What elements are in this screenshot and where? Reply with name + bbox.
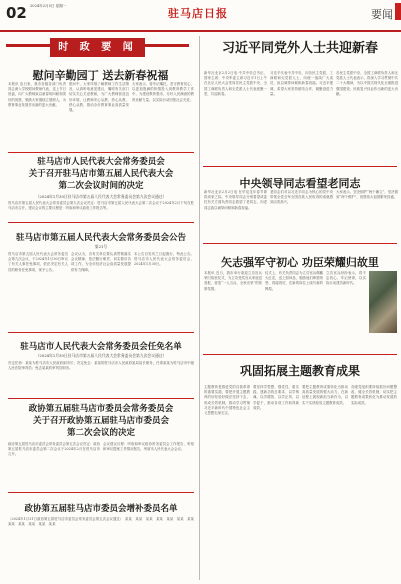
divider: [8, 492, 194, 493]
article-title: 矢志强军守初心 功臣荣耀归故里: [221, 256, 379, 269]
article-body: 驻马店市第五届人民代表大会常务委员会第九次会议，于2024年1月30日审议了有关人事任免事项，依法决定有关人员的职务任免事项，现予公告。: [8, 252, 68, 272]
article-body: 主题教育是推进党的自我革命的重要实践，要把开展主题教育的好经验好做法坚持下去，形成长效机制，推动学习贯彻习近平新时代中国特色社会主义思想走深走实。: [204, 385, 250, 416]
article-body: 会议认为，各有关单位要认真贯彻落实会议精神，依法履行职责，切实做好各项工作，为全市经济社会高质量发展提供有力保障。: [71, 252, 131, 272]
article-body: 本公告自发布之日起施行。特此公告。驻马店市人民代表大会常务委员会，2024年1月30日。: [134, 252, 194, 267]
article-body: 会议建议议程：听取和审议政协常务委员会工作报告，听取和审议提案工作情况报告，列席市人民代表大会会议。: [103, 442, 194, 452]
article-body: 本报讯 近日，我市举行欢迎立功官兵荣归故里仪式，为立功受奖官兵家庭送喜报，营造“一人当兵、全家光荣”的浓厚氛围。: [204, 271, 262, 291]
article-body: 政协第五届驻马店市委员会常务委员会第五次会议决定：政协第五届驻马店市委员会第二次会议于2024年2月在驻马店市召开。: [8, 442, 100, 457]
article-body: 要把主题教育成果转化为推动高质量发展的强大动力，在新征程上展现新担当新作为，以实干实绩检验主题教育成效。: [302, 385, 348, 405]
section-name: 要闻: [371, 8, 393, 21]
article-title: 习近平同党外人士共迎新春: [221, 41, 378, 56]
divider: [203, 243, 397, 244]
article-subtitle: 第21号: [94, 244, 108, 249]
article-body: 仪式上，有关负责同志为立功官兵佩戴大红花，送上慰问品，勉励他们珍惜荣誉、再接再厉，在新的岗位上续写新的辉煌。: [265, 271, 323, 291]
date-info: 2024年2月5日 星期一: [30, 4, 67, 8]
divider: [203, 354, 397, 355]
divider: [8, 222, 194, 223]
title-line: 政协第五届驻马店市委员会常务委员会: [28, 404, 174, 414]
article-title: 驻马店市人民代表大会常务委员会任免名单: [20, 342, 182, 352]
article-body: 决定任命：某某为驻马店市人民政府副市长；决定免去：某某的驻马店市人民政府某局局长职务。任命某某为驻马店市中级人民法院审判员；免去某某的审判员职务。: [8, 361, 194, 371]
article-body: 新华社北京2月2日电 中共中央总书记、国家主席、中央军委主席习近平1日上午在北京人民大会堂同各民主党派中央、全国工商联负责人和无党派人士代表欢聚一堂，共迎新春。: [204, 71, 267, 96]
article-subtitle: （2024年1月30日驻马店市第五届人民代表大会常务委员会第九次会议通过）: [35, 353, 167, 358]
article-body: 慰问中，大家详细了解教师工作生活情况，认真听取意见建议，嘱咐有关部门切实关心关爱教师，为广大教师营造良好环境，让教师安心从教、热心从教、舒心从教，推动全市教育事业高质量发展。: [69, 82, 129, 113]
divider: [203, 166, 397, 167]
article-body: 要坚持学思想、强党性、重实践、建新功的总要求，以学铸魂、以学增智、以学正风、以学促干，推动各项工作取得新成效。: [253, 385, 299, 410]
article-title: 中央领导同志看望老同志: [239, 177, 361, 190]
article-body: 本报讯 连日来，我市各级各部门负责同志深入学校慰问教师代表，送上节日祝福，向广大教师致以新春的问候和美好的祝愿，勉励大家继续立德树人，为教育事业发展作出新的更大贡献。: [8, 82, 66, 107]
article-title: [8, 156, 194, 192]
page-number: 02: [6, 4, 27, 22]
column-divider: [199, 36, 200, 580]
news-photo: [369, 271, 397, 333]
article-title: [8, 403, 194, 439]
title-line: 驻马店市人民代表大会常务委员会: [37, 157, 165, 167]
article-body: （2024年1月31日政协第五届驻马店市委员会常务委员会第五次会议通过） 某某 某某 某某 某某 某某 某某 某某 某某 某某 某某 某某 某某: [8, 517, 198, 527]
article-body: 各民主党派中央、全国工商联负责人和无党派人士代表表示，将深入学习贯彻中共二十大精神，为以中国式现代化全面推进强国建设、民族复兴伟业作出新的更大贡献。: [336, 71, 398, 96]
article-body: 大家表示，将牢记嘱托，坚守教育初心，以更加饱满的热情投入到教育教学工作中，为建设教育强市、办好人民满意的教育贡献力量，以实际行动回报社会关爱。: [132, 82, 194, 102]
title-line: 关于召开政协第五届驻马店市委员会: [32, 416, 169, 426]
divider: [8, 398, 194, 399]
banner-bar-right: [145, 44, 189, 47]
masthead-logo: 驻马店日报: [168, 7, 228, 20]
title-line: 第二次会议的决定: [66, 428, 135, 438]
article-title: 巩固拓展主题教育成果: [239, 364, 360, 378]
banner-bar-left: [6, 44, 50, 47]
title-line: 第二次会议时间的决定: [58, 181, 144, 191]
article-subtitle: （2024年1月30日驻马店市第五届人民代表大会常务委员会第九次会议通过）: [35, 194, 167, 199]
article-body: 老同志们对以习近平同志为核心的党中央带领全党全军全国各族人民取得的成就感到由衷高兴。: [270, 190, 333, 205]
article-body: 各级党组织要持续抓好问题整改，健全长效机制，切实把主题教育成果转化为推动发展的实际成效。: [351, 385, 397, 405]
article-title: 驻马店市第五届人民代表大会常务委员会公告: [15, 233, 186, 243]
article-body: 大家表示，坚决拥护“两个确立”、坚决做到“两个维护”，祝愿伟大祖国繁荣昌盛。: [336, 190, 398, 200]
article-title: 政协第五届驻马店市委员会增补委员名单: [24, 504, 178, 514]
divider: [8, 152, 194, 153]
page-header: [0, 0, 401, 32]
article-title: 慰问辛勤园丁 送去新春祝福: [32, 69, 169, 82]
article-body: 习近平代表中共中央，向各民主党派、工商联和无党派人士，向统一战线广大成员，致以诚挚问候和新春祝福。习近平强调，希望大家坚持团结合作，凝聚奋进力量。: [270, 71, 333, 96]
title-line: 关于召开驻马店市第五届人民代表大会: [28, 169, 174, 179]
section-banner: 时 政 要 闻: [50, 38, 145, 57]
article-body: 新华社北京2月2日电 在甲辰龙年春节即将到来之际，中央领导同志分别看望或委托有关方面负责同志看望了老同志，向老同志致以诚挚问候和新春祝福。: [204, 190, 267, 210]
article-body: 立功官兵纷纷表示，将不忘初心、牢记使命，以实际行动建功新时代。: [326, 271, 366, 286]
divider: [8, 332, 194, 333]
article-body: 驻马店市第五届人民代表大会常务委员会第九次会议决定：驻马店市第五届人民代表大会第二次会议于2024年2月下旬在驻马店市召开。建议会议的主要议程是：听取和审议政府工作报告等。: [8, 201, 194, 211]
section-marker: [395, 3, 401, 20]
